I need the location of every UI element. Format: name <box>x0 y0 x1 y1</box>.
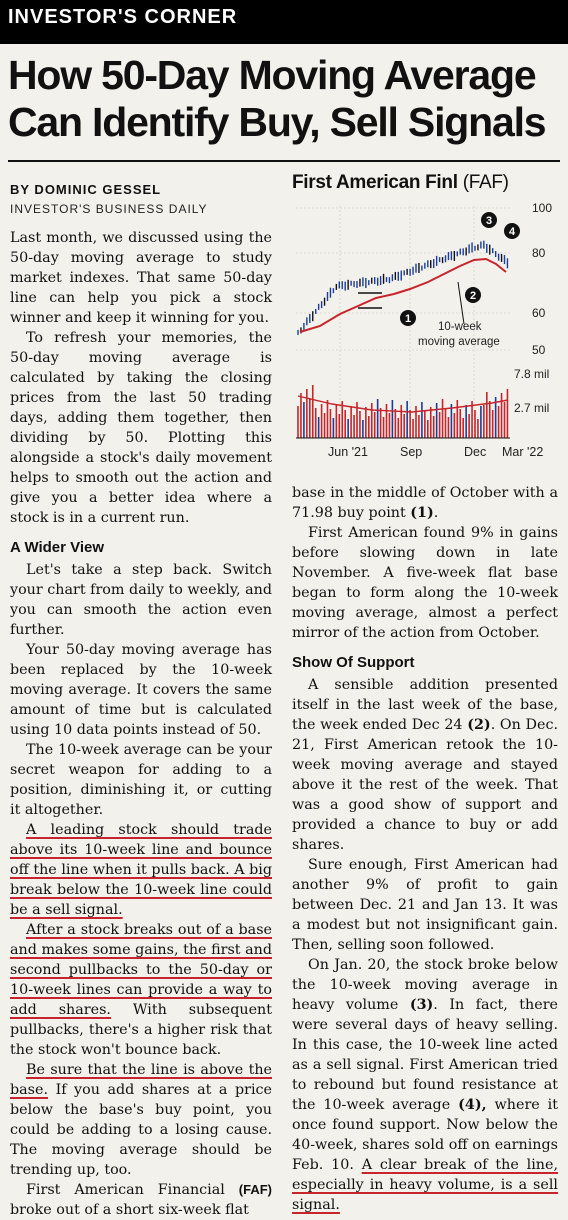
price-tick: 60 <box>532 306 546 320</box>
paragraph: To refresh your memories, the 50-day moving average is calculated by taking the closing prices from the last 50 trading days, adding them together, then dividing by 50. Plotting this alongside a stock's daily movement helps to smooth out the action and give you a better idea where a stock is in a current run. <box>10 330 272 526</box>
ticker-inline: (FAF) <box>238 1182 272 1197</box>
text: On Jan. 20, the stock broke below the 10-week moving average in heavy volume <box>292 957 558 1013</box>
price-tick: 80 <box>532 246 546 260</box>
x-tick: Mar '22 <box>502 445 544 459</box>
paragraph: First American found 9% in gains before slowing down in late November. A five-week flat base began to form along the 10-week moving average, almost a perfect mirror of the action from October. <box>292 525 558 641</box>
chart-title <box>292 172 509 194</box>
headline: How 50-Day Moving Average Can Identify Buy, Sell Signals <box>8 52 546 145</box>
marker-label: 4 <box>508 226 516 238</box>
paragraph <box>10 1180 272 1220</box>
volume-tick: 7.8 mil <box>514 367 550 381</box>
chart-company: First American Finl <box>292 172 458 193</box>
byline: BY DOMINIC GESSEL <box>10 182 162 197</box>
price-tick: 50 <box>532 343 546 357</box>
paragraph: Let's take a step back. Switch your chart from daily to weekly, and you can smooth the action even further. <box>10 562 272 638</box>
subhead: Show Of Support <box>292 654 415 671</box>
paragraph <box>292 675 558 855</box>
price-tick: 100 <box>532 201 553 215</box>
paragraph: Last month, we discussed using the 50-day moving average to study market indexes. That same 50-day line can help you pick a stock winner and keep it winning for you. <box>10 230 272 326</box>
article-column-right <box>292 483 558 1215</box>
marker-ref: (3) <box>409 997 434 1013</box>
marker-2 <box>465 287 481 303</box>
highlighted-paragraph: A leading stock should trade above its 10-week line and bounce off the line when it pulls back. A big break below the 10-week line could be a sell signal. <box>10 822 272 918</box>
volume-average-line <box>298 396 508 412</box>
paragraph <box>10 1060 272 1180</box>
paragraph: Sure enough, First American had another 9% of profit to gain between Dec. 21 and Jan 13. It was a modest but not insignificant gain. Then, selling soon followed. <box>292 857 558 953</box>
text: First American Financial <box>26 1182 239 1198</box>
marker-4 <box>504 223 520 239</box>
annotation-text: moving average <box>418 336 500 348</box>
x-axis-labels <box>328 445 543 459</box>
annotation-text: 10-week <box>438 321 482 333</box>
text: where it once found support. Now below the 40-week, shares sold off on earnings Feb. 10. <box>292 1097 558 1173</box>
marker-ref: (2) <box>467 717 491 733</box>
marker-3 <box>481 212 497 228</box>
headline-rule <box>8 160 560 162</box>
volume-axis <box>514 367 549 415</box>
highlighted-text: Be sure that the line is above the base. <box>10 1062 272 1098</box>
x-tick: Sep <box>400 445 423 459</box>
highlighted-text: After a stock breaks out of a base and makes some gains, the first and second pullbacks to the 50-day or 10-week lines can provide a way to add shares. <box>10 922 272 1018</box>
marker-label: 3 <box>485 215 493 227</box>
text: A sensible addition presented itself in the last week of the base, the week ended Dec 24 <box>292 677 558 733</box>
paragraph <box>10 920 272 1060</box>
text: . In fact, there were several days of heavy selling. In this case, the 10-week line acted as a sell signal. First American tried to rebound but found resistance at the 10-week average <box>292 997 558 1113</box>
paragraph <box>292 955 558 1215</box>
section-kicker: INVESTOR'S CORNER <box>8 6 238 28</box>
chart-ticker: (FAF) <box>462 172 509 193</box>
text: . On Dec. 21, First American retook the 10-week moving average and stayed above it the rest of the week. That was a good show of support and provided a chance to buy or add shares. <box>292 717 558 853</box>
marker-label: 2 <box>469 290 477 302</box>
marker-ref: (1) <box>410 505 434 521</box>
text: broke out of a short six-week flat <box>10 1202 249 1218</box>
highlighted-text: A clear break of the line, especially in heavy volume, is a sell signal. <box>292 1157 558 1213</box>
marker-label: 1 <box>404 313 412 325</box>
paragraph: Your 50-day moving average has been replaced by the 10-week moving average. It covers the same amount of time but is calculated using 10 data points instead of 50. <box>10 642 272 738</box>
price-axis <box>532 201 552 357</box>
text: With subsequent pullbacks, there's a higher risk that the stock won't bounce back. <box>10 1002 272 1058</box>
text: If you add shares at a price below the base's buy point, you could be adding to a losing cause. The moving average should be trending up, too. <box>10 1082 272 1178</box>
volume-tick: 2.7 mil <box>514 401 550 415</box>
stock-chart <box>292 198 560 470</box>
text: . <box>433 505 439 521</box>
marker-ref: (4), <box>458 1097 487 1113</box>
marker-1 <box>400 310 416 326</box>
x-tick: Dec <box>464 445 487 459</box>
article-column-left <box>10 228 272 1220</box>
annotation-pointer <box>458 282 464 324</box>
paragraph: base in the middle of October with a 71.98 buy point (1). <box>292 485 558 521</box>
paragraph: The 10-week average can be your secret weapon for adding to a position, diminishing it, or cutting it altogether. <box>10 742 272 818</box>
section-banner <box>0 0 568 44</box>
publication-name: INVESTOR'S BUSINESS DAILY <box>10 202 208 216</box>
subhead: A Wider View <box>10 539 105 556</box>
x-tick: Jun '21 <box>328 445 368 459</box>
